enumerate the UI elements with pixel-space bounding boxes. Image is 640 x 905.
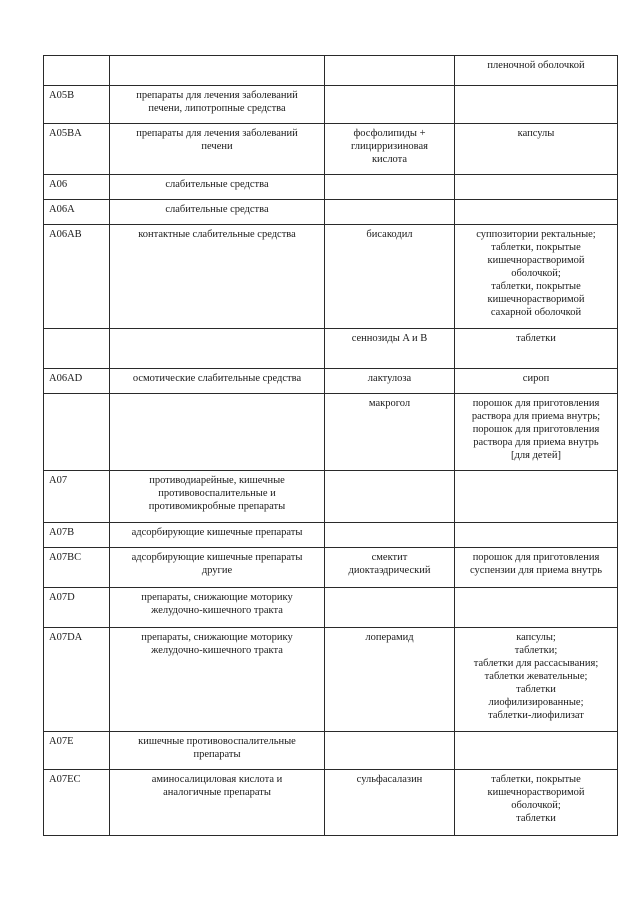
dosage-form-text: порошок для приготовления xyxy=(472,424,600,435)
dosage-form-text: таблетки, покрытые xyxy=(491,242,581,253)
inn-cell xyxy=(325,588,455,628)
inn-text: лоперамид xyxy=(365,632,414,643)
inn-text: сеннозиды A и B xyxy=(351,333,428,344)
group-name-text: печени, липотропные средства xyxy=(148,103,286,114)
dosage-form-text: капсулы; xyxy=(516,632,556,643)
atc-code-text: A07B xyxy=(49,527,75,538)
group-name-text: кишечные противовоспалительные xyxy=(138,736,296,747)
dosage-form-text: капсулы xyxy=(517,128,555,139)
table-row xyxy=(44,628,618,732)
group-name-text: слабительные средства xyxy=(165,179,269,190)
group-name-cell xyxy=(110,732,325,770)
inn-cell xyxy=(325,628,455,732)
group-name-cell xyxy=(110,56,325,86)
inn-cell xyxy=(325,56,455,86)
group-name-cell xyxy=(110,770,325,836)
inn-text: фосфолипиды + xyxy=(353,128,426,139)
dosage-form-text: таблетки, покрытые xyxy=(491,281,581,292)
dosage-form-text: таблетки-лиофилизат xyxy=(488,710,584,721)
group-name-text: адсорбирующие кишечные препараты xyxy=(131,552,303,563)
group-name-text: препараты для лечения заболеваний xyxy=(136,128,298,139)
inn-cell xyxy=(325,732,455,770)
group-name-cell xyxy=(110,369,325,394)
group-name-cell xyxy=(110,86,325,124)
group-name-text: печени xyxy=(201,141,233,152)
group-name-cell xyxy=(110,124,325,175)
atc-code-cell xyxy=(44,86,110,124)
group-name-cell xyxy=(110,329,325,369)
dosage-form-cell xyxy=(455,588,618,628)
table-row xyxy=(44,548,618,588)
group-name-text: слабительные средства xyxy=(165,204,269,215)
dosage-form-cell xyxy=(455,175,618,200)
dosage-form-text: таблетки xyxy=(516,333,556,344)
dosage-form-text: сироп xyxy=(522,373,550,384)
dosage-form-cell xyxy=(455,770,618,836)
table-row xyxy=(44,394,618,471)
group-name-text: контактные слабительные средства xyxy=(138,229,296,240)
inn-text: бисакодил xyxy=(366,229,413,240)
dosage-form-text: таблетки; xyxy=(514,645,558,656)
atc-code-text: A07DA xyxy=(49,632,83,643)
atc-code-text: A06A xyxy=(49,204,75,215)
group-name-cell xyxy=(110,628,325,732)
atc-code-cell xyxy=(44,369,110,394)
inn-text: глицирризиновая xyxy=(351,141,428,152)
dosage-form-cell xyxy=(455,225,618,329)
atc-code-text: A05B xyxy=(49,90,75,101)
drug-classification-table xyxy=(43,55,618,836)
dosage-form-text: таблетки xyxy=(516,684,556,695)
inn-text: сульфасалазин xyxy=(356,774,423,785)
table-row xyxy=(44,369,618,394)
table-row xyxy=(44,329,618,369)
dosage-form-cell xyxy=(455,394,618,471)
dosage-form-text: раствора для приема внутрь xyxy=(473,437,599,448)
group-name-text: осмотические слабительные средства xyxy=(132,373,302,384)
inn-cell xyxy=(325,523,455,548)
atc-code-cell xyxy=(44,175,110,200)
table-row xyxy=(44,225,618,329)
group-name-text: противовоспалительные и xyxy=(158,488,276,499)
inn-text: кислота xyxy=(371,154,408,165)
inn-cell xyxy=(325,86,455,124)
table-row xyxy=(44,471,618,523)
table-body xyxy=(44,56,618,836)
dosage-form-text: раствора для приема внутрь; xyxy=(471,411,601,422)
dosage-form-text: таблетки, покрытые xyxy=(491,774,581,785)
inn-cell xyxy=(325,124,455,175)
atc-code-cell xyxy=(44,523,110,548)
dosage-form-text: [для детей] xyxy=(511,450,561,461)
table-row xyxy=(44,86,618,124)
atc-code-text: A06 xyxy=(49,179,68,190)
dosage-form-cell xyxy=(455,628,618,732)
group-name-cell xyxy=(110,523,325,548)
dosage-form-text: кишечнорастворимой xyxy=(487,294,585,305)
table-row xyxy=(44,124,618,175)
table-row xyxy=(44,56,618,86)
dosage-form-text: суппозитории ректальные; xyxy=(476,229,596,240)
atc-code-cell xyxy=(44,200,110,225)
group-name-cell xyxy=(110,225,325,329)
group-name-cell xyxy=(110,175,325,200)
dosage-form-text: оболочкой; xyxy=(511,268,561,279)
dosage-form-text: кишечнорастворимой xyxy=(487,255,585,266)
dosage-form-text: лиофилизированные; xyxy=(488,697,584,708)
inn-cell xyxy=(325,471,455,523)
atc-code-text: A07EC xyxy=(49,774,81,785)
dosage-form-cell xyxy=(455,471,618,523)
dosage-form-text: сахарной оболочкой xyxy=(490,307,582,318)
group-name-text: желудочно-кишечного тракта xyxy=(151,605,283,616)
dosage-form-cell xyxy=(455,369,618,394)
atc-code-cell xyxy=(44,770,110,836)
group-name-text: другие xyxy=(201,565,233,576)
atc-code-cell xyxy=(44,628,110,732)
table-row xyxy=(44,732,618,770)
group-name-text: противодиарейные, кишечные xyxy=(149,475,285,486)
atc-code-cell xyxy=(44,588,110,628)
table-row xyxy=(44,175,618,200)
atc-code-cell xyxy=(44,329,110,369)
dosage-form-text: порошок для приготовления xyxy=(472,552,600,563)
inn-text: макрогол xyxy=(368,398,411,409)
atc-code-cell xyxy=(44,56,110,86)
group-name-cell xyxy=(110,394,325,471)
group-name-cell xyxy=(110,588,325,628)
inn-cell xyxy=(325,175,455,200)
inn-cell xyxy=(325,394,455,471)
group-name-text: препараты, снижающие моторику xyxy=(141,632,293,643)
group-name-text: адсорбирующие кишечные препараты xyxy=(131,527,303,538)
inn-cell xyxy=(325,329,455,369)
group-name-text: препараты для лечения заболеваний xyxy=(136,90,298,101)
group-name-text: препараты xyxy=(193,749,241,760)
dosage-form-cell xyxy=(455,329,618,369)
inn-cell xyxy=(325,225,455,329)
group-name-text: желудочно-кишечного тракта xyxy=(151,645,283,656)
inn-cell xyxy=(325,770,455,836)
group-name-text: противомикробные препараты xyxy=(148,501,286,512)
dosage-form-text: оболочкой; xyxy=(511,800,561,811)
dosage-form-text: пленочной оболочкой xyxy=(487,60,585,71)
group-name-text: аминосалициловая кислота и xyxy=(151,774,283,785)
dosage-form-cell xyxy=(455,200,618,225)
dosage-form-text: суспензии для приема внутрь xyxy=(470,565,602,576)
atc-code-cell xyxy=(44,225,110,329)
atc-code-cell xyxy=(44,732,110,770)
dosage-form-cell xyxy=(455,548,618,588)
group-name-cell xyxy=(110,471,325,523)
dosage-form-text: порошок для приготовления xyxy=(472,398,600,409)
inn-text: диоктаэдрический xyxy=(348,565,431,576)
dosage-form-cell xyxy=(455,523,618,548)
table-row xyxy=(44,770,618,836)
dosage-form-text: таблетки xyxy=(516,813,556,824)
dosage-form-cell xyxy=(455,86,618,124)
table-row xyxy=(44,200,618,225)
dosage-form-text: кишечнорастворимой xyxy=(487,787,585,798)
inn-cell xyxy=(325,369,455,394)
group-name-text: аналогичные препараты xyxy=(163,787,271,798)
atc-code-text: A06AB xyxy=(49,229,82,240)
document-page xyxy=(43,55,617,836)
atc-code-text: A06AD xyxy=(49,373,83,384)
dosage-form-cell xyxy=(455,56,618,86)
inn-text: лактулоза xyxy=(367,373,412,384)
atc-code-cell xyxy=(44,471,110,523)
inn-text: смектит xyxy=(371,552,408,563)
dosage-form-text: таблетки для рассасывания; xyxy=(473,658,599,669)
dosage-form-cell xyxy=(455,124,618,175)
atc-code-text: A07E xyxy=(49,736,74,747)
inn-cell xyxy=(325,548,455,588)
dosage-form-cell xyxy=(455,732,618,770)
atc-code-text: A05BA xyxy=(49,128,82,139)
inn-cell xyxy=(325,200,455,225)
atc-code-cell xyxy=(44,548,110,588)
group-name-cell xyxy=(110,200,325,225)
dosage-form-text: таблетки жевательные; xyxy=(484,671,588,682)
atc-code-text: A07D xyxy=(49,592,75,603)
table-row xyxy=(44,588,618,628)
group-name-text: препараты, снижающие моторику xyxy=(141,592,293,603)
atc-code-text: A07 xyxy=(49,475,68,486)
table-row xyxy=(44,523,618,548)
atc-code-text: A07BC xyxy=(49,552,82,563)
atc-code-cell xyxy=(44,124,110,175)
group-name-cell xyxy=(110,548,325,588)
atc-code-cell xyxy=(44,394,110,471)
